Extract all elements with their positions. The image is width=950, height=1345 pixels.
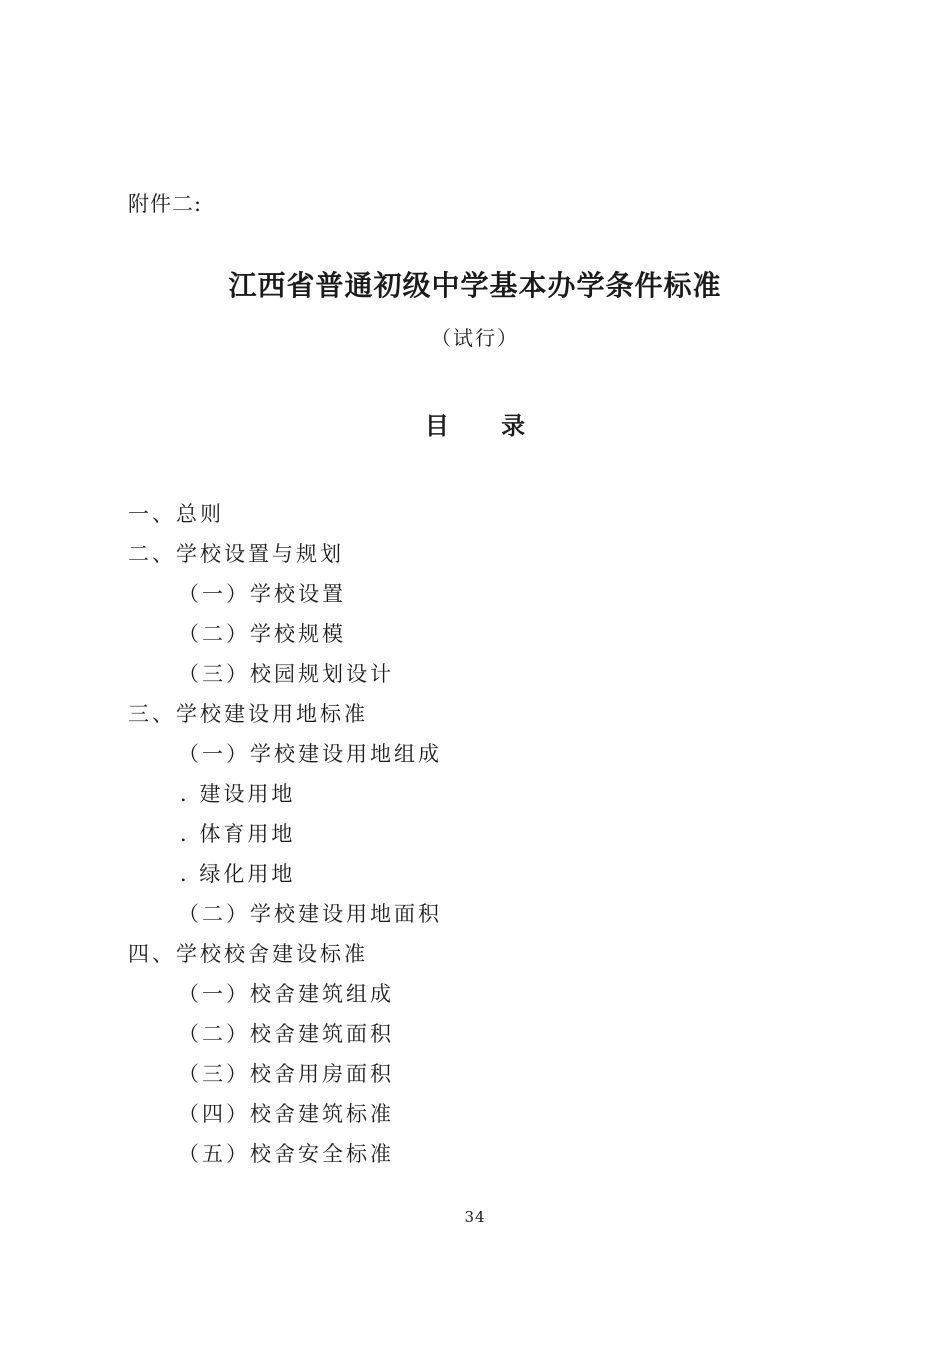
toc-item: （三）校园规划设计: [178, 662, 394, 686]
toc-item: （一）学校设置: [178, 582, 346, 606]
toc-item: . 体育用地: [180, 822, 296, 846]
toc-item: 一、总则: [128, 502, 224, 526]
toc-item: 四、学校校舍建设标准: [128, 942, 368, 966]
table-of-contents: [128, 498, 442, 1178]
toc-item: （三）校舍用房面积: [178, 1062, 394, 1086]
toc-item: . 建设用地: [180, 782, 296, 806]
toc-item: 二、学校设置与规划: [128, 542, 344, 566]
document-title: 江西省普通初级中学基本办学条件标准: [228, 269, 722, 302]
toc-item: （一）校舍建筑组成: [178, 982, 394, 1006]
toc-item: （一）学校建设用地组成: [178, 742, 442, 766]
toc-item: . 绿化用地: [180, 862, 296, 886]
toc-item: （二）校舍建筑面积: [178, 1022, 394, 1046]
toc-item: （四）校舍建筑标准: [178, 1102, 394, 1126]
toc-item: （二）学校规模: [178, 622, 346, 646]
toc-heading: 目 录: [424, 412, 548, 440]
page-number: 34: [464, 1208, 486, 1226]
toc-item: （二）学校建设用地面积: [178, 902, 442, 926]
attachment-label: 附件二:: [128, 192, 203, 216]
document-subtitle: （试行）: [431, 326, 519, 350]
toc-item: 三、学校建设用地标准: [128, 702, 368, 726]
toc-item: （五）校舍安全标准: [178, 1142, 394, 1166]
